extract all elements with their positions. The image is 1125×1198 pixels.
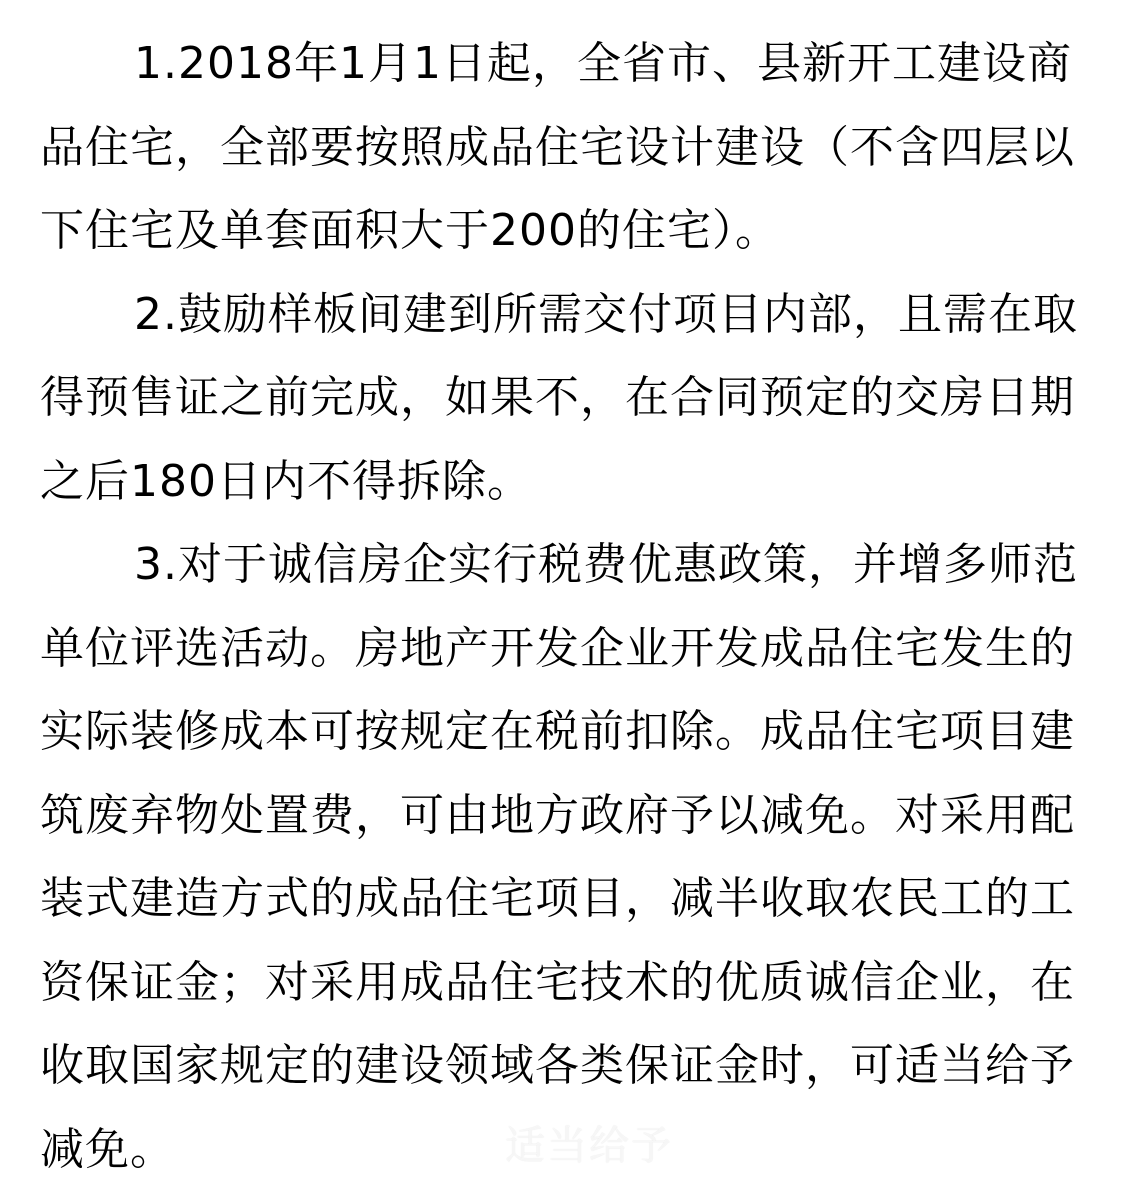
watermark: 适当给予 — [505, 1123, 673, 1169]
paragraph-3: 3.对于诚信房企实行税费优惠政策，并增多师范单位评选活动。房地产开发企业开发成品住宅发生的实际装修成本可按规定在税前扣除。成品住宅项目建筑废弃物处置费，可由地方政府予以减免。对采用配装式建造方式的成品住宅项目，减半收取农民工的工资保证金；对采用成品住宅技术的优质诚信企业，在收取国家规定的建设领域各类保证金时，可适当给予减免。 — [40, 539, 1078, 1175]
paragraph-1: 1.2018年1月1日起，全省市、县新开工建设商品住宅，全部要按照成品住宅设计建设（不含四层以下住宅及单套面积大于200的住宅）。 — [40, 38, 1075, 256]
document-body — [40, 22, 1100, 1191]
paragraph-2: 2.鼓励样板间建到所需交付项目内部，且需在取得预售证之前完成，如果不，在合同预定的交房日期之后180日内不得拆除。 — [40, 288, 1078, 507]
